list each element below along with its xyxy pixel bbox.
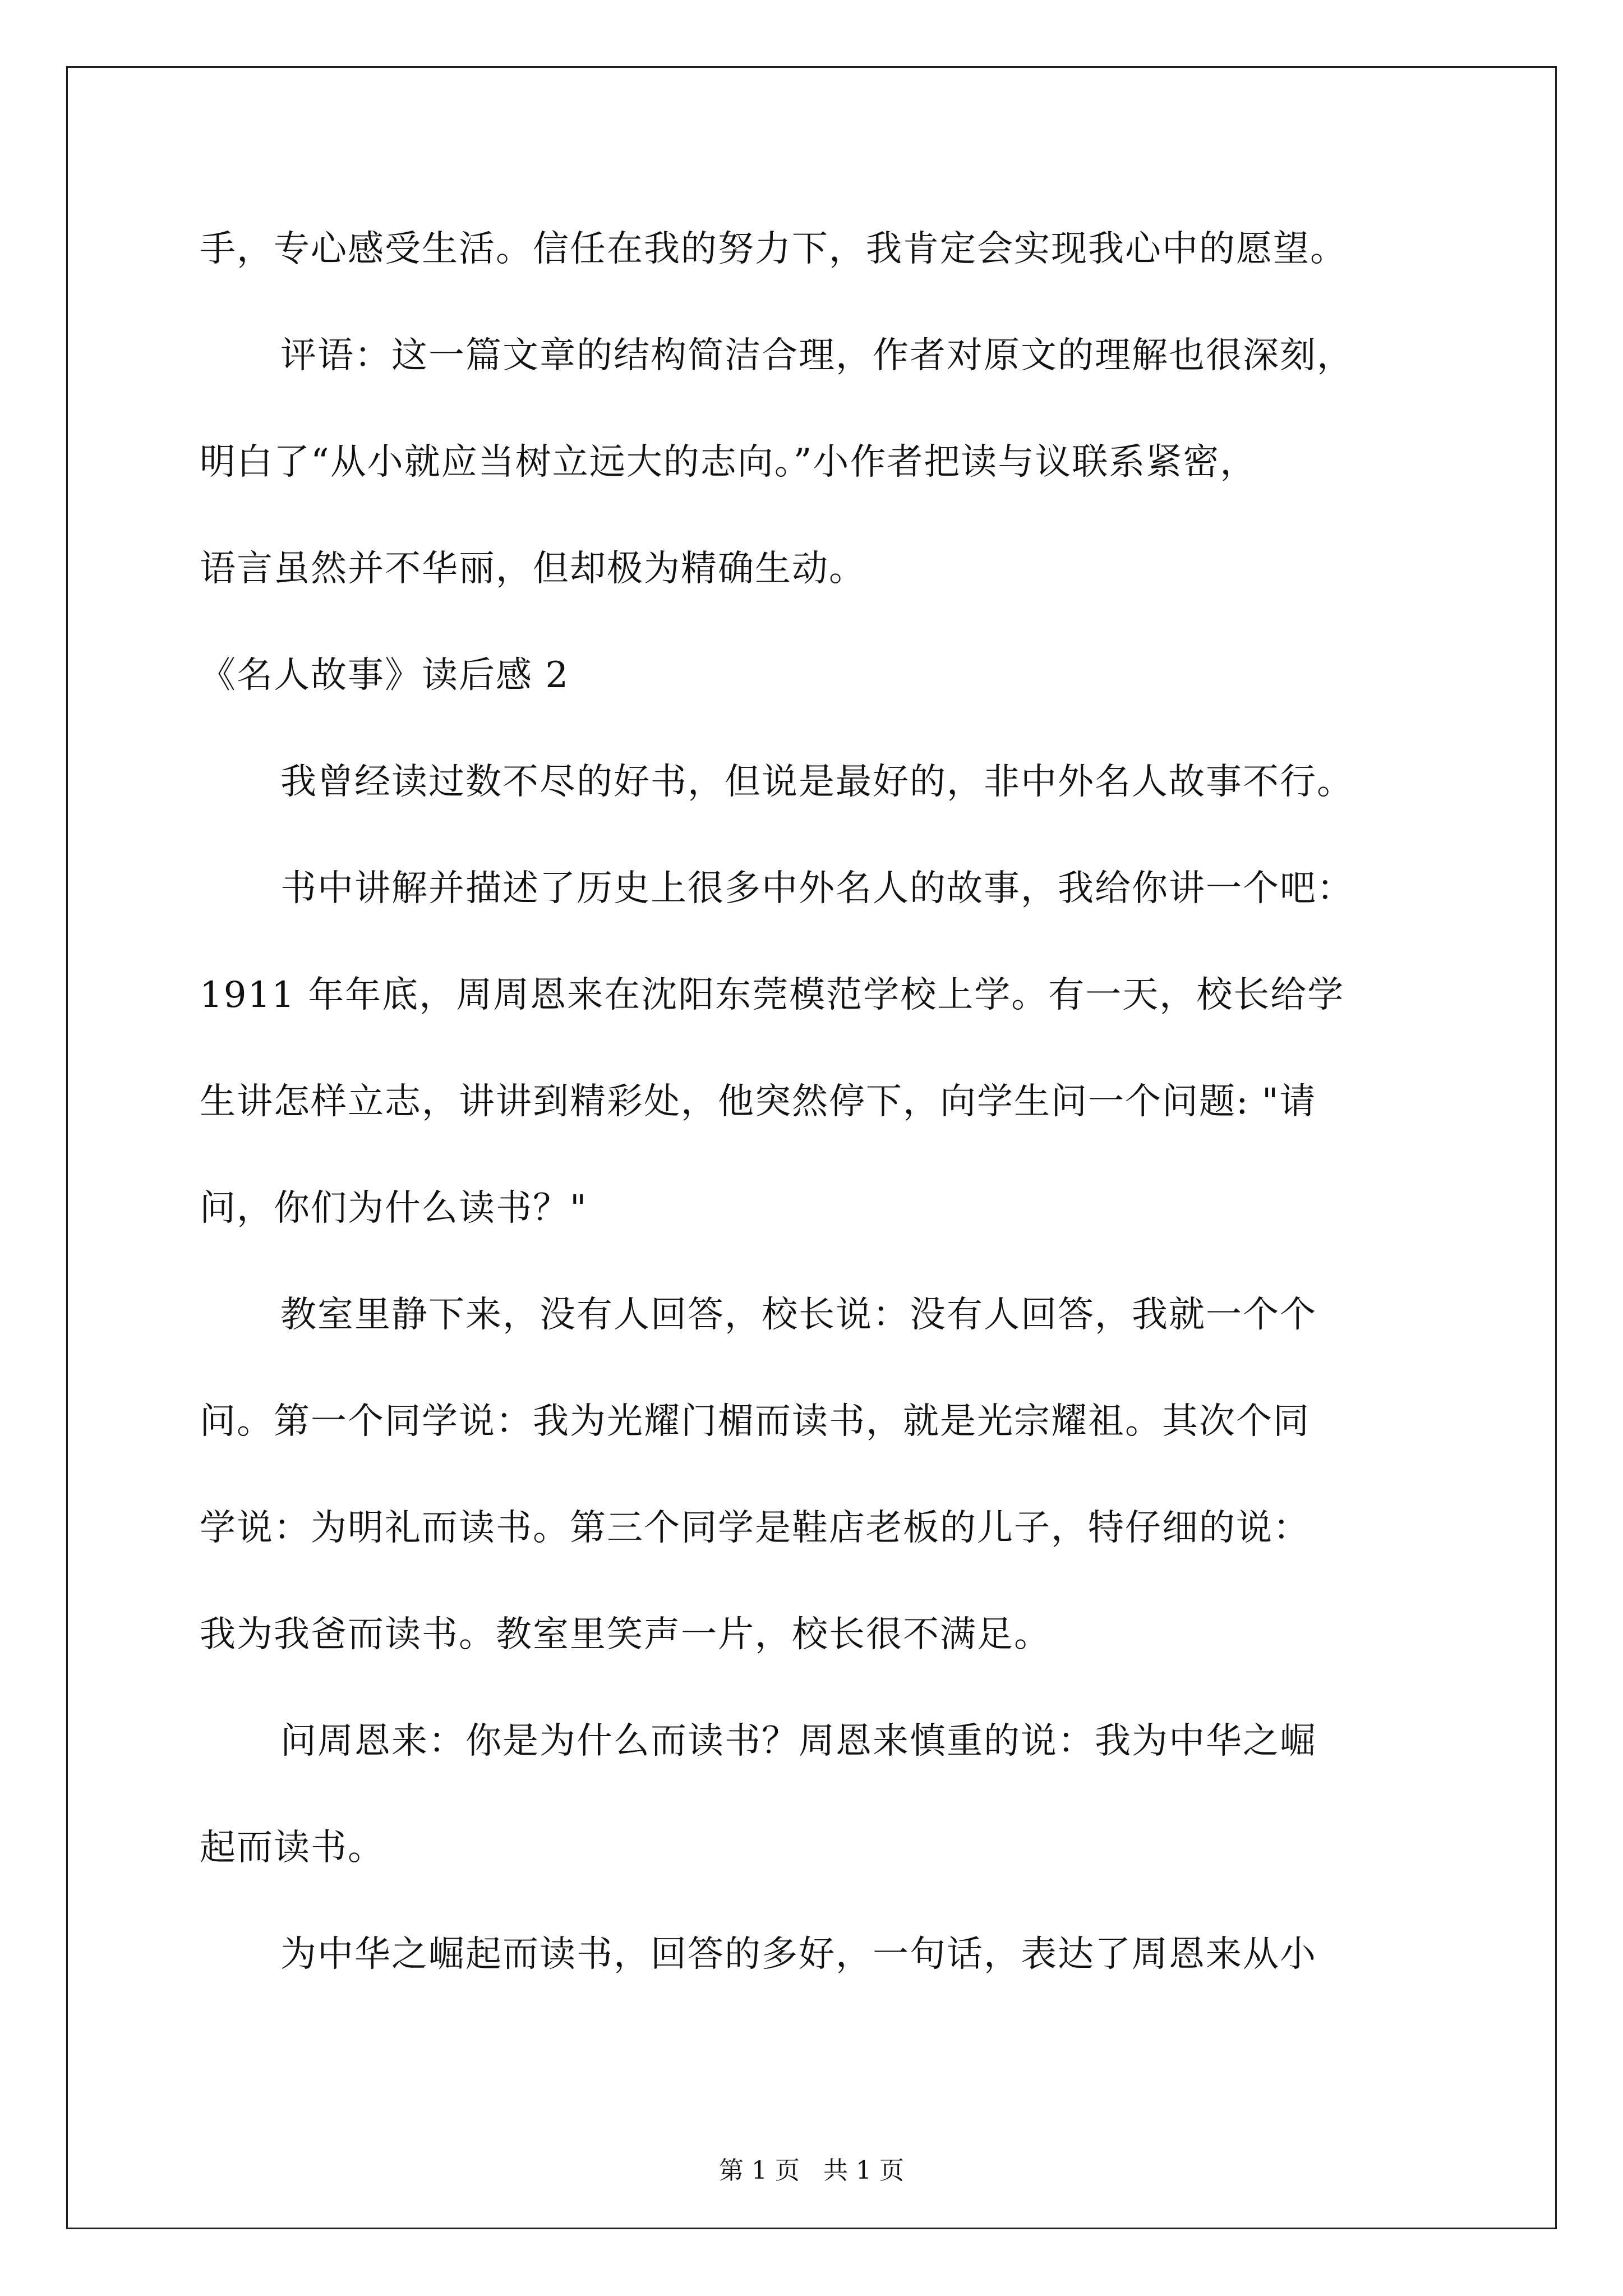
text-line: 我为我爸而读书。教室里笑声一片，校长很不满足。 <box>200 1614 1051 1655</box>
page-border <box>66 66 1557 2229</box>
page-footer: 第 1 页 共 1 页 <box>719 2156 904 2185</box>
text-line: 教室里静下来，没有人回答，校长说：没有人回答，我就一个个 <box>280 1294 1317 1336</box>
text-line: 为中华之崛起而读书，回答的多好，一句话，表达了周恩来从小 <box>280 1934 1317 1975</box>
text-line: 手，专心感受生活。信任在我的努力下，我肯定会实现我心中的愿望。 <box>200 228 1347 270</box>
text-line: 书中讲解并描述了历史上很多中外名人的故事，我给你讲一个吧： <box>280 868 1354 909</box>
text-line: 我曾经读过数不尽的好书，但说是最好的，非中外名人故事不行。 <box>280 761 1354 803</box>
text-line: 评语：这一篇文章的结构简洁合理，作者对原文的理解也很深刻， <box>280 335 1354 376</box>
text-line: 明白了“从小就应当树立远大的志向。”小作者把读与议联系紧密， <box>200 441 1257 483</box>
text-line: 问，你们为什么读书？" <box>200 1188 588 1229</box>
text-line: 生讲怎样立志，讲讲到精彩处，他突然停下，向学生问一个问题: "请 <box>200 1081 1317 1122</box>
text-line: 问。第一个同学说：我为光耀门楣而读书，就是光宗耀祖。其次个同 <box>200 1401 1310 1442</box>
text-line: 起而读书。 <box>200 1827 385 1869</box>
text-line: 问周恩来：你是为什么而读书？周恩来慎重的说：我为中华之崛 <box>280 1720 1317 1762</box>
section-heading: 《名人故事》读后感 2 <box>200 655 570 696</box>
text-line: 1911 年年底，周周恩来在沈阳东莞模范学校上学。有一天，校长给学 <box>200 974 1345 1016</box>
text-line: 语言虽然并不华丽，但却极为精确生动。 <box>200 548 866 590</box>
text-line: 学说：为明礼而读书。第三个同学是鞋店老板的儿子，特仔细的说： <box>200 1507 1310 1549</box>
